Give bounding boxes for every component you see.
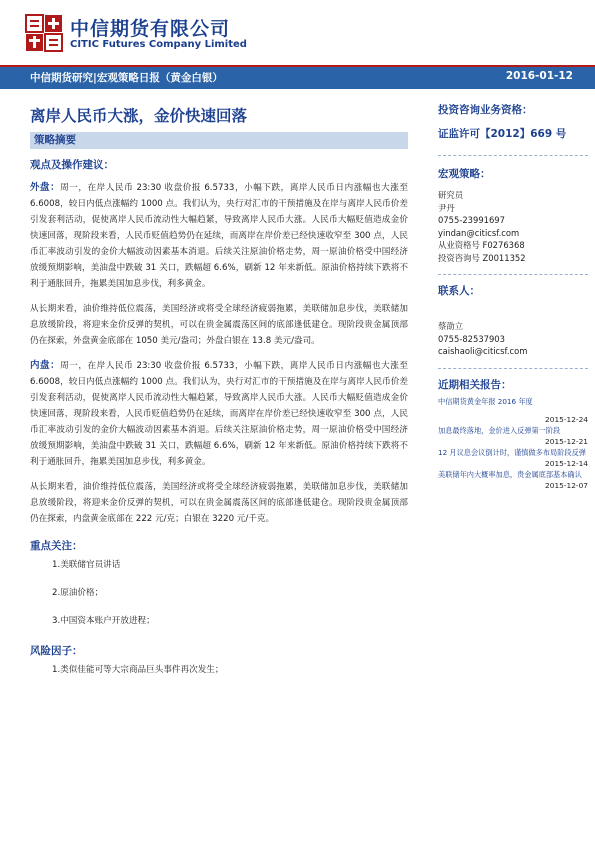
main-column: [30, 98, 408, 692]
section-strategy-summary: 策略摘要: [30, 132, 408, 149]
divider: [438, 274, 588, 275]
report-date: 2016-01-12: [505, 70, 573, 82]
focus-item: 1.美联储官员讲话: [52, 560, 121, 570]
contact-phone: 0755-82537903: [438, 333, 505, 344]
paragraph-inner-market: [30, 358, 408, 470]
risk-heading: 风险因子：: [30, 645, 83, 657]
divider: [438, 368, 588, 369]
paragraph-inner-longterm: [30, 479, 408, 527]
contact-name: 蔡劭立: [438, 321, 464, 331]
paragraph-text: 周一，在岸人民币 23:30 收盘价报 6.5733，小幅下跌，离岸人民币日内涨幅也大涨至 6.6008，较日内低点涨幅约 1000 点。我们认为，央行对汇市的干预措施及在岸与离岸人民币价差引发套利活动，促使离岸人民币流动性大幅趋紧，导致离岸人民币大涨。人民币大幅贬值造成金价快速回落，现阶段来看，人民币贬值趋势仍在延续，而离岸在岸价差已经快速收窄至 300 点，人民币汇率波动引发的金价大幅波动因素基本消退。后续关注原油价格走势，周一原油价格受中国经济放缓预期影响，美油盘中跌破 31 关口，跌幅超 6.6%，刷新 12 年来新低。原油价格持续下跌将不利于通胀回升，拖累美国加息步伐，利多黄金。: [30, 361, 408, 467]
brand-name-en: CITIC Futures Company Limited: [70, 39, 247, 50]
report-series-title: 中信期货研究|宏观策略日报（黄金白银）: [30, 72, 223, 84]
paragraph-text: 从长期来看，油价维持低位震荡，美国经济或将受全球经济疲弱拖累，美联储加息步伐，美联储加息放缓阶段，将迎来金价反弹的契机，可以在贵金属震荡区间的底部逢低建仓。现阶段贵金属顶部仍在探索，内盘黄金底部在 222 元/克；白银在 3220 元/千克。: [30, 482, 408, 524]
report-link[interactable]: 12 月议息会议倒计时，谨慎做多布局阶段反弹: [438, 447, 586, 457]
focus-item: 2.原油价格；: [52, 588, 104, 598]
paragraph-text: 从长期来看，油价维持低位震荡，美国经济或将受全球经济疲弱拖累，美联储加息步伐，美联储加息放缓阶段，将迎来金价反弹的契机，可以在贵金属震荡区间的底部逢低建仓。现阶段贵金属顶部仍在探索，外盘黄金底部在 1050 美元/盎司；外盘白银在 13.8 美元/盎司。: [30, 304, 408, 346]
report-title: 离岸人民币大涨，金价快速回落: [30, 107, 248, 125]
report-date: 2015-12-24: [545, 414, 588, 424]
contact-heading: 联系人：: [438, 285, 480, 297]
paragraph-lead: 内盘：: [30, 360, 61, 371]
analyst-phone: 0755-23991697: [438, 215, 505, 225]
report-link[interactable]: 美联储年内大概率加息，贵金属底部基本确认: [438, 469, 582, 479]
report-link[interactable]: 中信期货黄金年报 2016 年度: [438, 396, 533, 406]
brand-name-cn: 中信期货有限公司: [70, 18, 231, 40]
paragraph-outer-market: [30, 180, 408, 292]
reports-heading: 近期相关报告：: [438, 378, 512, 391]
focus-heading: 重点关注：: [30, 540, 83, 552]
analyst-license: 从业资格号 F0276368: [438, 240, 525, 250]
paragraph-lead: 外盘：: [30, 182, 61, 193]
risk-item: 1.类似佳能可等大宗商品巨头事件再次发生；: [52, 665, 224, 675]
analyst-consult-no: 投资咨询号 Z0011352: [438, 252, 526, 263]
qualification-text: 证监许可【2012】669 号: [438, 128, 567, 140]
divider: [438, 155, 588, 156]
analyst-email[interactable]: yindan@citicsf.com: [438, 227, 520, 238]
report-series-bar: [0, 65, 595, 89]
strategy-heading: 宏观策略：: [438, 168, 491, 180]
paragraph-text: 周一，在岸人民币 23:30 收盘价报 6.5733，小幅下跌，离岸人民币日内涨幅也大涨至 6.6008，较日内低点涨幅约 1000 点。我们认为，央行对汇市的干预措施及在岸与离岸人民币价差引发套利活动，促使离岸人民币流动性大幅趋紧，导致离岸人民币大涨。人民币大幅贬值造成金价快速回落，现阶段来看，人民币贬值趋势仍在延续，而离岸在岸价差已经快速收窄至 300 点，人民币汇率波动引发的金价大幅波动因素基本消退。后续关注原油价格走势，周一原油价格受中国经济放缓预期影响，美油盘中跌破 31 关口，跌幅超 6.6%，刷新 12 年来新低。原油价格持续下跌将不利于通胀回升，拖累美国加息步伐，利多黄金。: [30, 183, 408, 289]
report-link[interactable]: 加息最终落地，金价进入反弹第一阶段: [438, 425, 561, 435]
page-header: [0, 0, 595, 64]
analyst-role: 研究员: [438, 190, 464, 200]
report-date: 2015-12-07: [545, 480, 588, 490]
citic-logo: [25, 14, 63, 52]
view-heading: 观点及操作建议：: [30, 159, 114, 171]
paragraph-outer-longterm: [30, 301, 408, 349]
analyst-name: 尹丹: [438, 202, 455, 213]
contact-email[interactable]: caishaoli@citicsf.com: [438, 346, 528, 356]
report-date: 2015-12-21: [545, 436, 588, 446]
focus-item: 3.中国资本账户开放进程；: [52, 616, 155, 626]
sidebar: [438, 98, 588, 491]
qualification-heading: 投资咨询业务资格：: [438, 104, 533, 116]
report-date: 2015-12-14: [545, 458, 588, 468]
